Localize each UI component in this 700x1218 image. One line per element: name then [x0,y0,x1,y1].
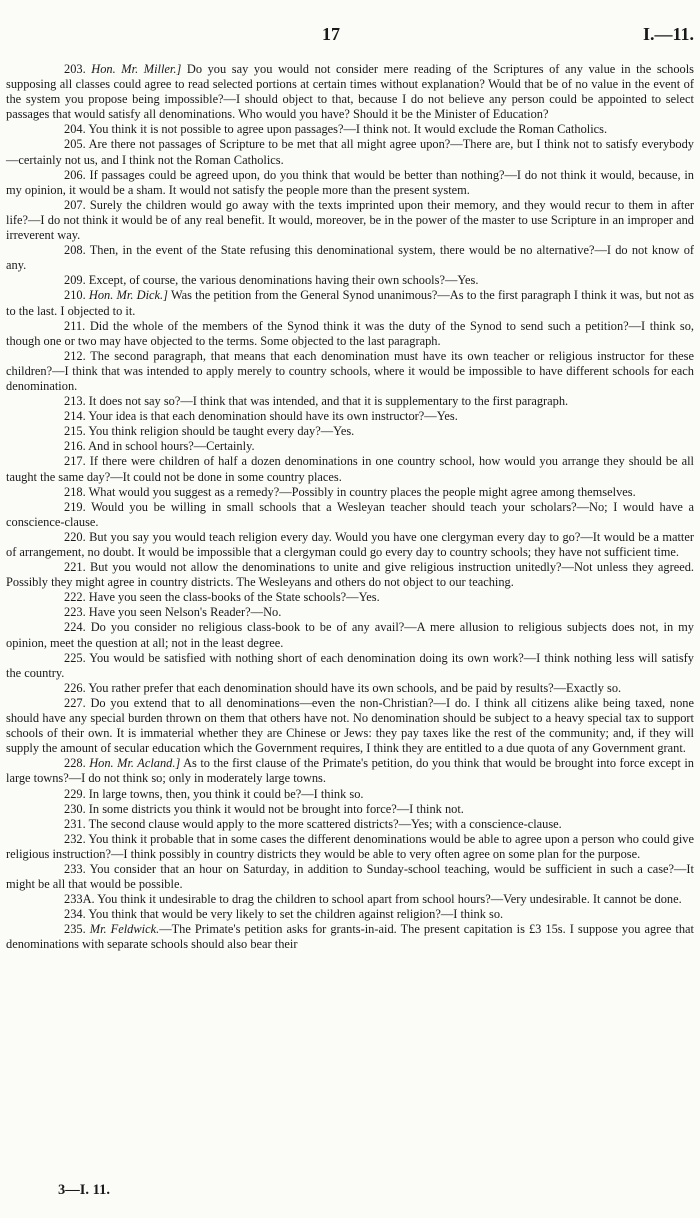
question-number: 211. [64,318,86,333]
question-answer-paragraph [6,243,694,273]
question-number: 226. [64,680,86,695]
question-answer-paragraph [6,424,694,439]
question-answer-text: If passages could be agreed upon, do you think that would be better than nothing?—I do not think it would, because, in my opinion, it would be a sham. It would not satisfy the people more than the present system. [6,167,694,197]
question-answer-paragraph [6,500,694,530]
printer-signature: 3—I. 11. [58,1182,110,1198]
speaker-name: Hon. Mr. Dick.] [88,288,168,303]
question-number: 228. [64,756,86,771]
question-answer-paragraph [6,590,694,605]
question-number: 233A. [64,892,95,907]
question-answer-paragraph [6,530,694,560]
question-number: 230. [64,801,86,816]
question-answer-text: But you say you would teach religion every day. Would you have one clergyman every day to go?—It would be a matter of arrangement, no doubt. It would be impossible that a clergyman could go every day to country schools; they have not sufficient time. [6,529,694,559]
question-number: 214. [64,409,86,424]
question-answer-text: You think it is not possible to agree upon passages?—I think not. It would exclude the Roman Catholics. [88,122,608,137]
question-answer-paragraph [6,862,694,892]
document-reference: I.—11. [642,24,694,44]
question-answer-paragraph [6,409,694,424]
question-answer-paragraph [6,756,694,786]
question-number: 206. [64,167,86,182]
question-answer-paragraph [6,651,694,681]
question-number: 232. [64,831,86,846]
question-answer-text: It does not say so?—I think that was intended, and that it is supplementary to the first paragraph. [88,394,569,409]
question-number: 225. [64,650,86,665]
question-number: 212. [64,348,86,363]
question-answer-text: Except, of course, the various denominations having their own schools?—Yes. [88,273,479,288]
question-answer-paragraph [6,802,694,817]
question-answer-paragraph [6,787,694,802]
question-answer-paragraph [6,439,694,454]
question-answer-text: Was the petition from the General Synod unanimous?—As to the first paragraph I think it was, but not as to the last. I objected to it. [6,288,694,318]
question-number: 235. [64,922,86,937]
question-answer-text: In large towns, then, you think it could be?—I think so. [88,786,364,801]
question-answer-paragraph [6,681,694,696]
question-answer-paragraph [6,892,694,907]
question-number: 227. [64,695,86,710]
question-answer-text: Do you say you would not consider mere reading of the Scriptures of any value in the schools supposing all classes could agree to read selected portions at certain times without explanation? Would that be of no value in the event of the system you propose being impossible?—I should object to that, because I do not believe any person could be appointed to select passages that would satisfy all denominations. Who would you have? Should it be the Minister of Education? [6,62,695,122]
speaker-name: Hon. Mr. Miller.] [91,62,182,76]
question-answer-text: And in school hours?—Certainly. [88,439,255,454]
question-answer-paragraph [6,122,694,137]
question-answer-paragraph [6,696,694,756]
question-answer-text: As to the first clause of the Primate's petition, do you think that would be brought into force except in large towns?—I do not think so; only in moderately large towns. [6,756,694,786]
question-answer-paragraph [6,62,694,122]
question-number: 207. [64,197,86,212]
question-answer-paragraph [6,349,694,394]
question-answer-paragraph [6,137,694,167]
question-number: 234. [64,907,86,922]
question-answer-text: Did the whole of the members of the Synod think it was the duty of the Synod to send such a petition?—I think so, though one or two may have objected to the terms. Some objected to the last paragraph. [6,318,694,348]
question-answer-text: —The Primate's petition asks for grants-in-aid. The present capitation is £3 15s. I suppose you agree that denominations with separate schools should also bear their [6,922,694,952]
question-number: 209. [64,273,86,288]
question-number: 216. [64,439,86,454]
question-answer-paragraph [6,907,694,922]
question-answer-paragraph [6,560,694,590]
question-number: 229. [64,786,86,801]
page-header [0,24,700,48]
question-answer-text: If there were children of half a dozen denominations in one country school, how would you arrange they should be all taught the same day?—It could not be done in some country places. [6,454,695,484]
question-number: 208. [64,243,86,258]
question-answer-paragraph [6,454,694,484]
question-answer-text: You think it undesirable to drag the children to school apart from school hours?—Very undesirable. It cannot be done. [97,892,682,907]
question-number: 205. [64,137,86,152]
question-number: 204. [64,122,86,137]
question-answer-text: Would you be willing in small schools that a Wesleyan teacher should teach your scholars?—No; I would have a conscience-clause. [6,499,694,529]
question-answer-text: Have you seen the class-books of the State schools?—Yes. [88,590,380,605]
question-number: 233. [64,861,86,876]
question-number: 218. [64,484,86,499]
question-answer-text: You think that would be very likely to set the children against religion?—I think so. [88,907,504,922]
question-number: 220. [64,529,86,544]
question-number: 210. [64,288,86,303]
question-answer-paragraph [6,288,694,318]
question-answer-paragraph [6,832,694,862]
question-number: 219. [64,499,86,514]
testimony-body [6,62,694,953]
question-answer-paragraph [6,605,694,620]
question-number: 224. [64,620,86,635]
question-answer-text: Your idea is that each denomination should have its own instructor?—Yes. [88,409,458,424]
question-answer-paragraph [6,817,694,832]
question-answer-paragraph [6,485,694,500]
speaker-name: Mr. Feldwick. [89,922,160,937]
question-answer-text: You consider that an hour on Saturday, in addition to Sunday-school teaching, would be sufficient in such a case?—It might be all that would be possible. [6,861,695,892]
question-answer-text: The second clause would apply to the more scattered districts?—Yes; with a conscience-clause. [88,816,562,831]
question-answer-text: Then, in the event of the State refusing this denominational system, there would be no alternative?—I do not know of any. [6,243,695,273]
question-answer-text: You think religion should be taught every day?—Yes. [88,424,355,439]
question-number: 222. [64,590,86,605]
question-number: 215. [64,424,86,439]
question-answer-text: You rather prefer that each denomination should have its own schools, and be paid by results?—Exactly so. [88,680,622,695]
question-answer-text: You think it probable that in some cases the different denominations would be able to agree upon a person who could give religious instruction?—I think possibly in country districts they would be able to very often agree on some plan for the purpose. [6,831,694,861]
question-answer-paragraph [6,394,694,409]
question-answer-text: Do you consider no religious class-book to be of any avail?—A mere allusion to religious subjects does not, in my opinion, meet the question at all; not in the least degree. [6,620,694,650]
question-answer-paragraph [6,273,694,288]
question-answer-text: Surely the children would go away with the texts imprinted upon their memory, and they would recur to them in after life?—I do not think it would be of any real benefit. It would, moreover, be in the power of the master to use Scripture in an improper and irreverent way. [6,197,694,243]
question-number: 203. [64,62,86,76]
question-number: 231. [64,816,86,831]
question-answer-text: Do you extend that to all denominations—even the non-Christian?—I do. I think all citizens alike being taxed, none should have any special burden thrown on them that others have not. No denomination should be subject to a heavy special tax to support schools of their own. It is immaterial whether they are Chinese or Jews: they pay taxes like the rest of the community; and, if they will supply the amount of secular education which the Government requires, I think they are entitled to a due quota of any Government grant. [6,695,694,756]
question-answer-text: What would you suggest as a remedy?—Possibly in country places the people might agree among themselves. [88,484,636,499]
question-answer-text: Have you seen Nelson's Reader?—No. [88,605,282,620]
question-answer-text: Are there not passages of Scripture to be met that all might agree upon?—There are, but I think not to satisfy everybody—certainly not us, and I think not the Roman Catholics. [6,137,694,167]
question-answer-paragraph [6,922,694,952]
question-answer-paragraph [6,198,694,243]
question-answer-text: In some districts you think it would not be brought into force?—I think not. [88,801,464,816]
question-answer-paragraph [6,319,694,349]
question-number: 217. [64,454,86,469]
question-answer-paragraph [6,168,694,198]
question-answer-text: You would be satisfied with nothing short of each denomination doing its own work?—I think nothing less will satisfy the country. [6,650,695,680]
question-answer-text: The second paragraph, that means that each denomination must have its own teacher or religious instructor for these children?—I think that was intended to apply merely to country schools, where it would be impossible to have different schools for each denomination. [6,348,694,393]
question-number: 223. [64,605,86,620]
question-answer-text: But you would not allow the denominations to unite and give religious instruction unitedly?—Not unless they agreed. Possibly they might agree in country districts. The Wesleyans and others do not object to our teaching. [6,560,694,590]
speaker-name: Hon. Mr. Acland.] [89,756,181,771]
question-number: 213. [64,394,86,409]
question-number: 221. [64,560,86,575]
page-number: 17 [322,24,340,44]
question-answer-paragraph [6,620,694,650]
